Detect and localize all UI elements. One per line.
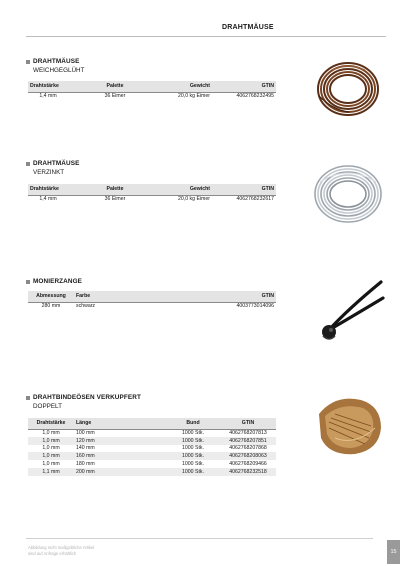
column-header: Palette [68, 184, 162, 195]
section-drahtmaeuse-weichgegluht [26, 58, 84, 74]
table-cell: 1000 Stk. [182, 461, 204, 468]
table-cell: 1,4 mm [39, 93, 57, 100]
table-cell: 1000 Stk. [166, 437, 220, 445]
table-cell: 4003773014096 [236, 303, 274, 310]
table-cell: 140 mm [76, 445, 95, 452]
column-header: Drahtstärke [28, 418, 74, 429]
table-cell: 180 mm [76, 461, 95, 468]
section-title: DRAHTMÄUSE [33, 160, 80, 167]
table-row [28, 92, 276, 100]
column-header: Drahtstärke [28, 81, 68, 92]
footer-divider [26, 538, 373, 539]
section-subtitle: DOPPELT [33, 403, 62, 410]
table-cell: 4062768208063 [220, 452, 276, 460]
footer-note [28, 545, 94, 556]
section-bullet-square [26, 396, 30, 400]
table-cell: 20,0 kg Eimer [177, 93, 210, 100]
table-cell: 1,1 mm [28, 468, 74, 476]
copper-wire-coil-image [313, 56, 383, 122]
column-header: GTIN [222, 291, 276, 302]
table-cell: 20,0 kg Eimer [177, 196, 210, 203]
footer-note-line: Abbildung nicht maßgebliche Artikel [28, 545, 95, 550]
table-cell: 1000 Stk. [182, 445, 204, 452]
column-header: Farbe [74, 291, 222, 302]
table-cell: 160 mm [74, 452, 166, 460]
table-row [28, 437, 276, 445]
table-cell: 4062768209466 [229, 461, 267, 468]
table-cell: 280 mm [41, 303, 61, 310]
product-table-monierzange [28, 291, 276, 310]
page-category-title: DRAHTMÄUSE [222, 24, 274, 31]
section-subtitle: VERZINKT [33, 169, 65, 176]
galvanized-wire-coil-image [310, 160, 386, 228]
table-header-row [28, 81, 276, 92]
table-cell: 1000 Stk. [166, 468, 220, 476]
table-cell: 1000 Stk. [182, 430, 204, 437]
column-header: Länge [74, 418, 166, 429]
column-header: Palette [68, 81, 162, 92]
table-row [28, 468, 276, 476]
table-cell: 1000 Stk. [166, 452, 220, 460]
table-cell: 100 mm [76, 430, 95, 437]
column-header: Abmessung [28, 291, 74, 302]
section-bullet-square [26, 162, 30, 166]
table-header-row [28, 184, 276, 195]
table-header-row [28, 291, 276, 302]
monier-pliers-image [317, 276, 385, 346]
table-cell: 1,0 mm [28, 452, 74, 460]
table-cell: 1,0 mm [28, 437, 74, 445]
table-cell: 36 Eimer [104, 196, 126, 203]
table-cell: 4062768207851 [220, 437, 276, 445]
table-cell: 1,0 mm [42, 430, 60, 437]
table-row [28, 195, 276, 203]
table-cell: 1,0 mm [42, 445, 60, 452]
section-drahtmaeuse-verzinkt [26, 160, 79, 176]
table-cell: 120 mm [74, 437, 166, 445]
product-table-drahtbindeoesen [28, 418, 276, 476]
copper-wire-ties-image [315, 392, 385, 458]
column-header: GTIN [212, 81, 276, 92]
table-cell: 4062768207868 [229, 445, 267, 452]
header-divider [26, 36, 386, 37]
section-bullet-square [26, 280, 30, 284]
table-row [28, 452, 276, 460]
table-cell: 1,0 mm [42, 461, 60, 468]
table-row [28, 445, 276, 453]
table-cell: 1,4 mm [39, 196, 57, 203]
section-title: MONIERZANGE [33, 278, 83, 285]
section-subtitle: WEICHGEGLÜHT [33, 67, 85, 74]
column-header: GTIN [212, 184, 276, 195]
table-cell: 4062768207813 [229, 430, 267, 437]
column-header: Drahtstärke [28, 184, 68, 195]
column-header: Bund [166, 418, 220, 429]
footer-note-line: sind auf Anfrage erhältlich [28, 550, 77, 556]
table-row [28, 302, 276, 310]
table-cell: schwarz [76, 303, 96, 310]
section-monierzange [26, 278, 82, 285]
column-header: GTIN [220, 418, 276, 429]
section-title: DRAHTMÄUSE [33, 58, 80, 65]
section-drahtbindeoesen [26, 394, 141, 410]
section-bullet-square [26, 60, 30, 64]
table-cell: 200 mm [74, 468, 166, 476]
product-table-verzinkt [28, 184, 276, 203]
product-table-weichgegluht [28, 81, 276, 100]
table-row [28, 429, 276, 437]
table-cell: 4062768232617 [236, 196, 274, 203]
page-number: 15 [387, 540, 400, 564]
section-title: DRAHTBINDEÖSEN VERKUPFERT [33, 394, 141, 401]
table-cell: 4062768232495 [236, 93, 274, 100]
column-header: Gewicht [162, 184, 212, 195]
table-cell: 36 Eimer [104, 93, 126, 100]
table-cell: 4062768232518 [220, 468, 276, 476]
column-header: Gewicht [162, 81, 212, 92]
table-row [28, 460, 276, 468]
table-header-row [28, 418, 276, 429]
